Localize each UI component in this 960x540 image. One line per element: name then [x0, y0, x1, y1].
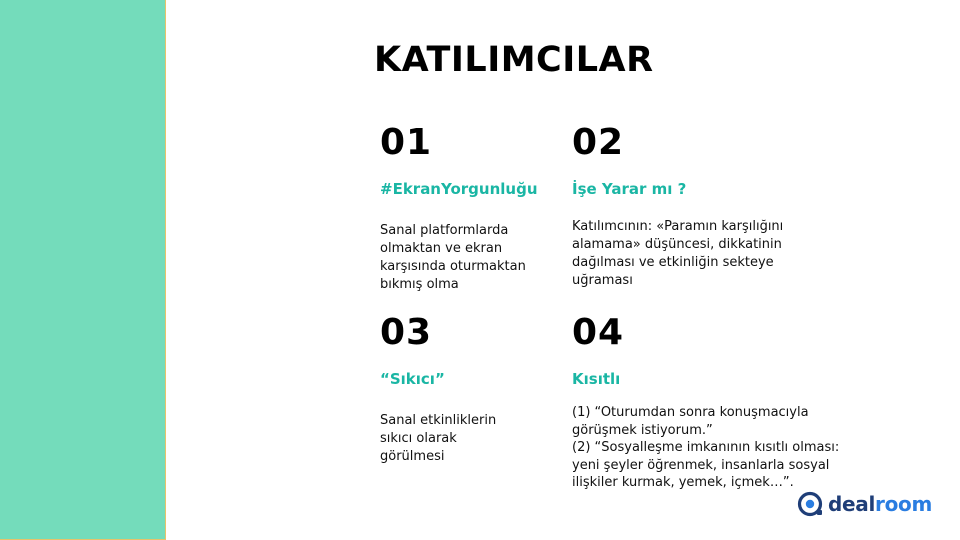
desc-line: Sanal etkinliklerin — [380, 413, 497, 428]
desc-line: sıkıcı olarak — [380, 431, 457, 446]
desc-line: olmaktan ve ekran — [380, 241, 503, 256]
desc-line: uğraması — [572, 273, 633, 288]
item-number-01: 01 — [380, 122, 433, 163]
item-heading-01: #EkranYorgunluğu — [380, 180, 538, 198]
desc-line: karşısında oturmaktan — [380, 259, 526, 274]
desc-line: dağılması ve etkinliğin sekteye — [572, 255, 774, 270]
logo-word-deal: deal — [828, 492, 876, 516]
logo-wordmark — [828, 492, 932, 516]
dealroom-logo-icon — [797, 491, 823, 517]
desc-line: görüşmek istiyorum.” — [572, 422, 713, 438]
desc-line: Sanal platformlarda — [380, 223, 509, 238]
desc-line: alamama» düşüncesi, dikkatinin — [572, 237, 782, 252]
item-heading-04: Kısıtlı — [572, 370, 621, 388]
item-heading-03: “Sıkıcı” — [380, 370, 445, 388]
side-accent-band — [0, 0, 166, 540]
item-description-02 — [572, 218, 783, 290]
item-heading-02: İşe Yarar mı ? — [572, 180, 687, 198]
desc-line: (1) “Oturumdan sonra konuşmacıyla — [572, 405, 809, 420]
item-number-03: 03 — [380, 312, 433, 353]
dealroom-logo — [797, 490, 932, 518]
desc-line: ilişkiler kurmak, yemek, içmek…”. — [572, 475, 794, 490]
item-description-01 — [380, 222, 526, 294]
desc-line: görülmesi — [380, 449, 445, 464]
item-description-04 — [572, 404, 839, 492]
desc-line: (2) “Sosyalleşme imkanının kısıtlı olması: — [572, 440, 840, 455]
desc-line: Katılımcının: «Paramın karşılığını — [572, 219, 784, 234]
item-number-04: 04 — [572, 312, 625, 353]
item-description-03 — [380, 412, 496, 466]
logo-word-room: room — [875, 492, 933, 516]
slide-title: KATILIMCILAR — [374, 40, 654, 80]
item-number-02: 02 — [572, 122, 625, 163]
desc-line: yeni şeyler öğrenmek, insanlarla sosyal — [572, 457, 830, 473]
desc-line: bıkmış olma — [380, 277, 459, 292]
